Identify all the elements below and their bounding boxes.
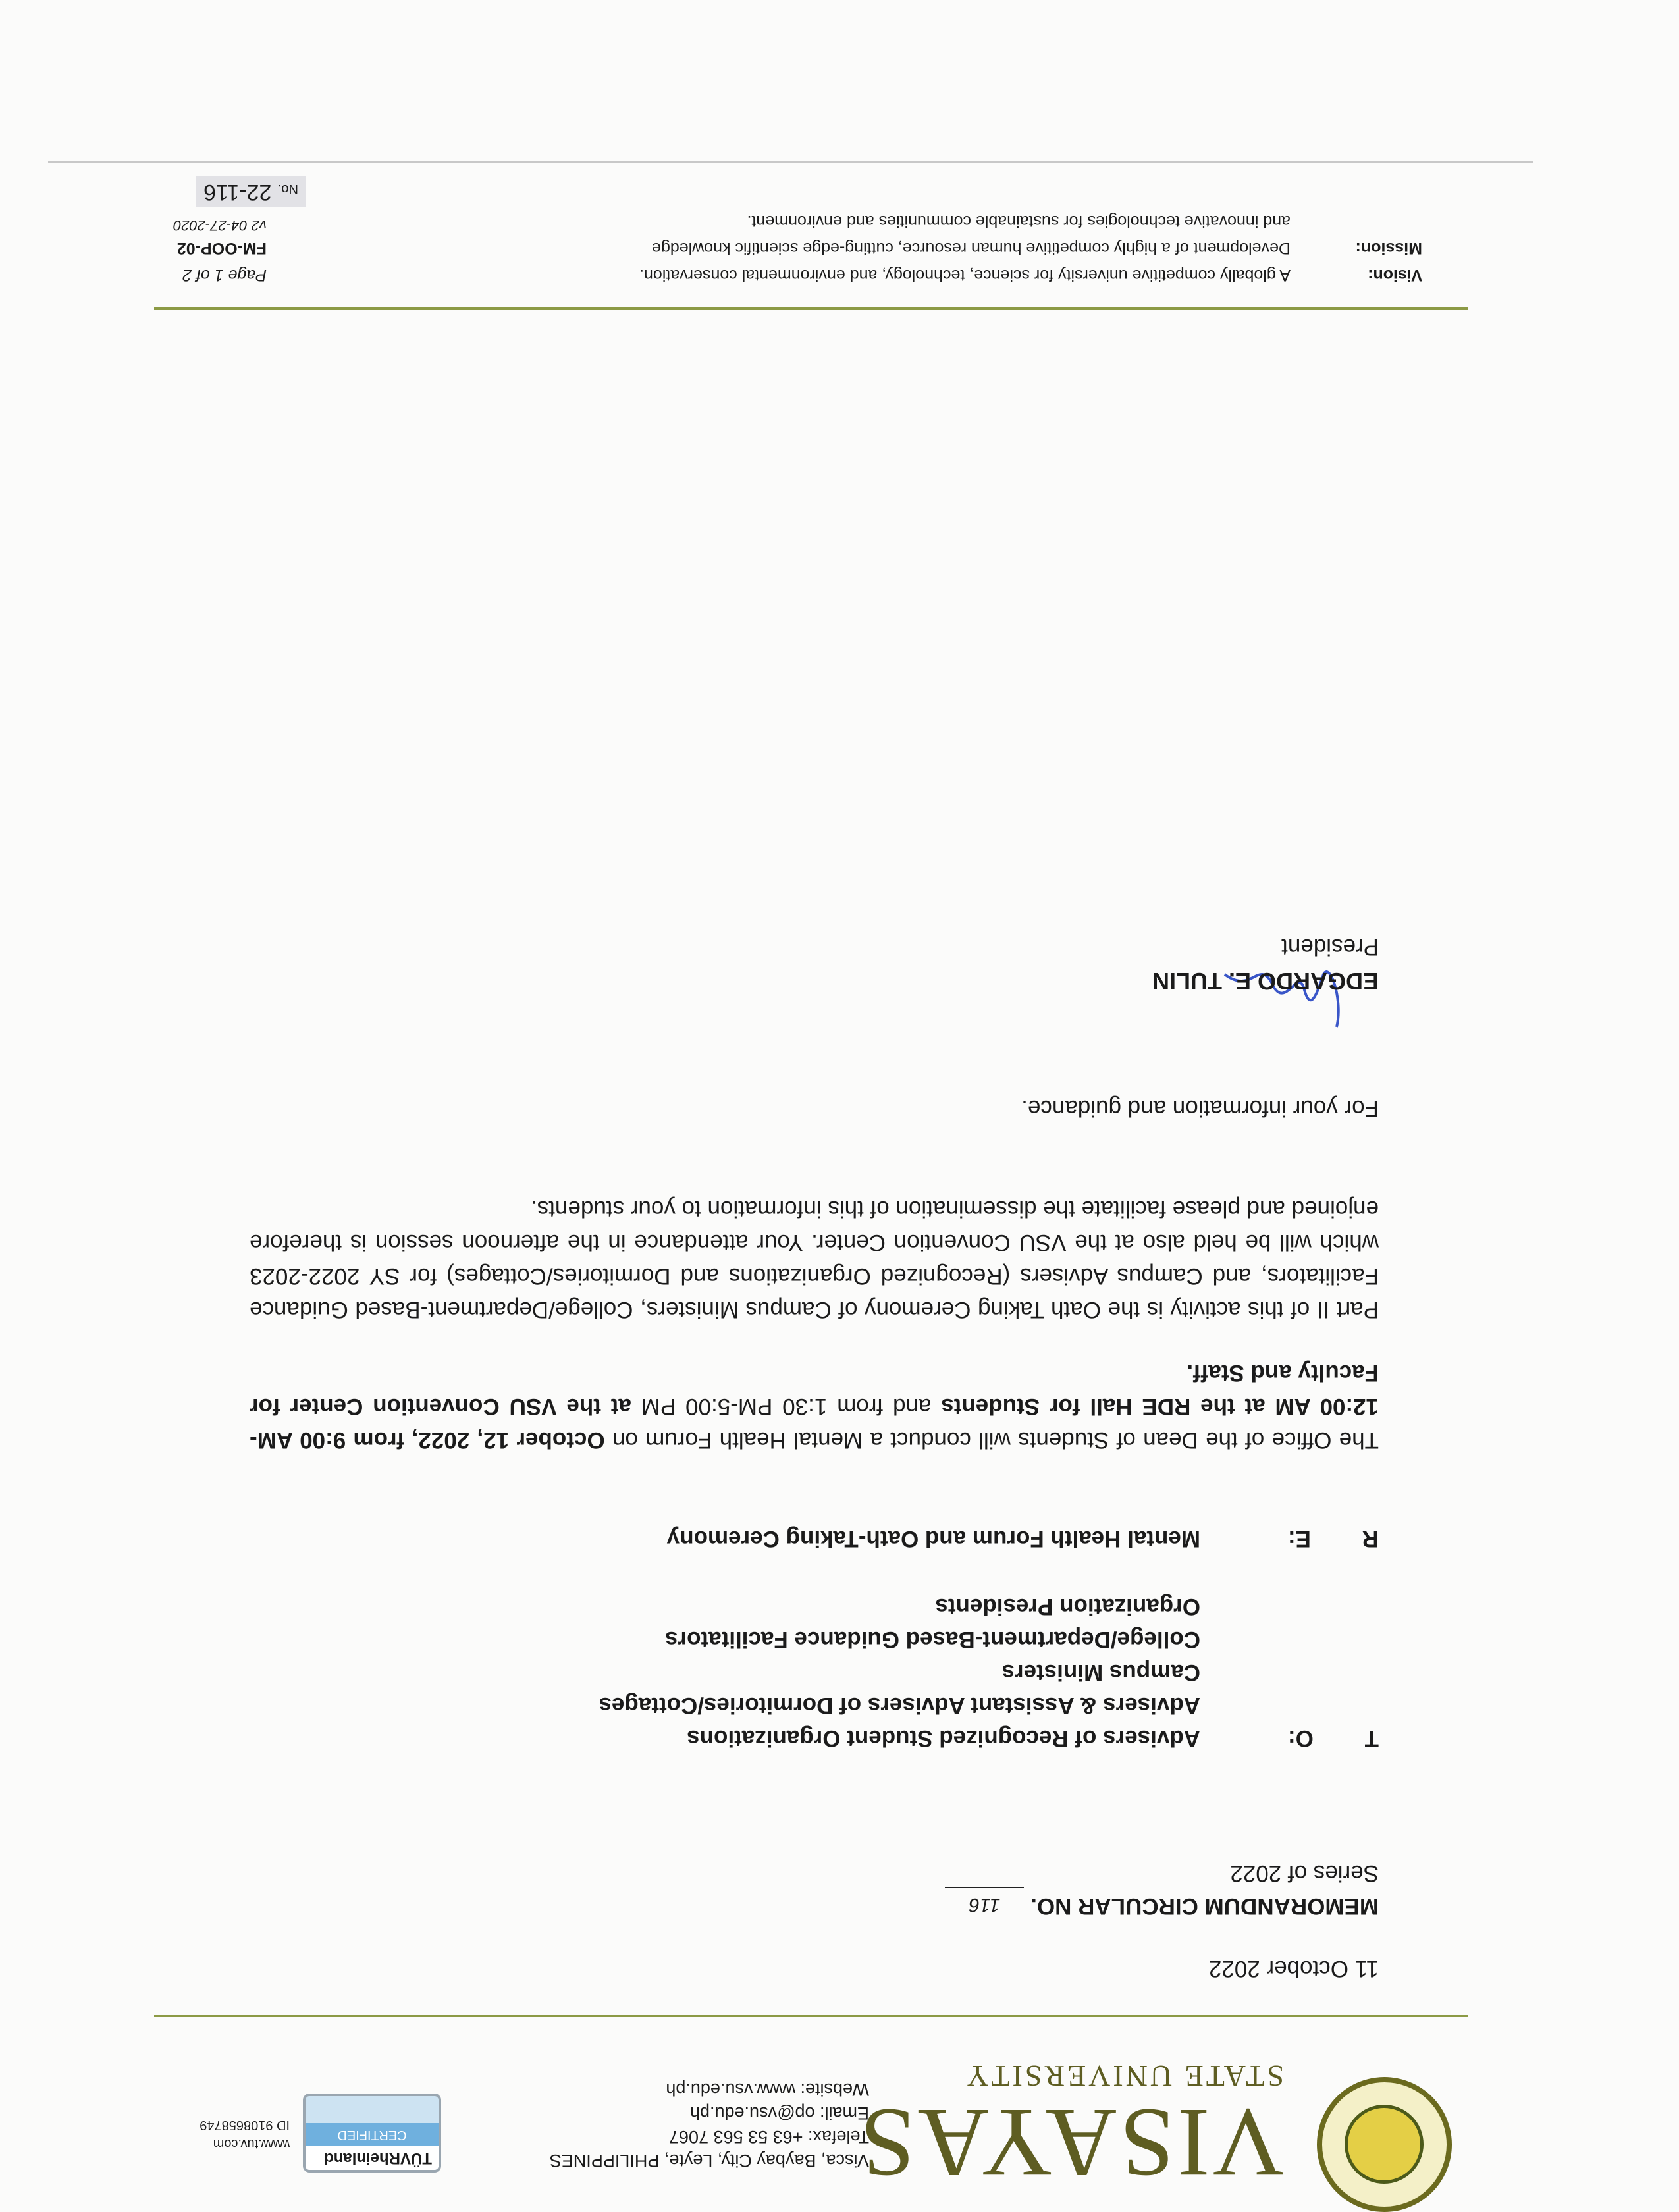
re-label: R E: [1287, 1526, 1379, 1552]
to-label: T O: [1287, 1725, 1379, 1751]
certification-badge: TÜVRheinland CERTIFIED [303, 2094, 441, 2172]
memo-series: Series of 2022 [1230, 1860, 1379, 1886]
paragraph-1: The Office of the Dean of Students will conduct a Mental Health Forum on October 12, 2022, from 9:00 AM-12:00 AM at the RDE Hall for Students and from 1:30 PM-5:00 PM at the VSU Convention Center for Faculty and Staff. [250, 1360, 1379, 1453]
university-seal-logo [1317, 2077, 1452, 2212]
signatory-name: EDGARDO E. TULIN [1152, 968, 1379, 995]
header-divider [154, 2014, 1468, 2017]
subject: Mental Health Forum and Oath-Taking Ceremony [666, 1526, 1200, 1552]
memo-title: MEMORANDUM CIRCULAR NO. 116 [945, 1887, 1379, 1922]
footer-divider [154, 307, 1468, 310]
closing-line: For your information and guidance. [1021, 1095, 1379, 1121]
university-wordmark: VISAYAS STATE UNIVERSITY [857, 2059, 1284, 2198]
memo-number: 116 [945, 1887, 1024, 1921]
recipients-list: Advisers of Recognized Student Organizations Advisers & Assistant Advisers of Dormitories/Cottages Campus Ministers College/Department-Based Guidance Facilitators Organization Presidents [599, 1594, 1200, 1751]
certification-id: www.tuv.com ID 9108658749 [200, 2118, 290, 2151]
footer-labels: Vision: Mission: [1355, 239, 1422, 284]
signatory-title: President [1281, 934, 1379, 960]
paragraph-2: Part II of this activity is the Oath Taking Ceremony of Campus Ministers, College/Department-Based Guidance Facilitators, and Campus Advisers (Recognized Organizations and Dormitories/Cottages) for SY 2022-2023 which will be held also at the VSU Convention Center. Your attendance in the afternoon session is therefore enjoined and please facilitate the dissemination of this information to your students. [250, 1196, 1379, 1323]
form-info: Page 1 of 2 FM-OOP-02 v2 04-27-2020 [173, 217, 267, 284]
memo-date: 11 October 2022 [1208, 1956, 1379, 1982]
vision-mission-text: A globally competitive university for science, technology, and environmental conservation. Development of a highly competitive human resource, cutting-edge scientific knowledge and innovative technologies for sustainable communities and environment. [639, 212, 1291, 284]
page-bottom-line [48, 161, 1533, 163]
control-number-stamp: No. 22-116 [196, 176, 306, 207]
contact-block: Visca, Baybay City, Leyte, PHILIPPINES Telefax: +63 53 563 7067 Email: op@vsu.edu.ph Website: www.vsu.edu.ph [549, 2080, 869, 2171]
